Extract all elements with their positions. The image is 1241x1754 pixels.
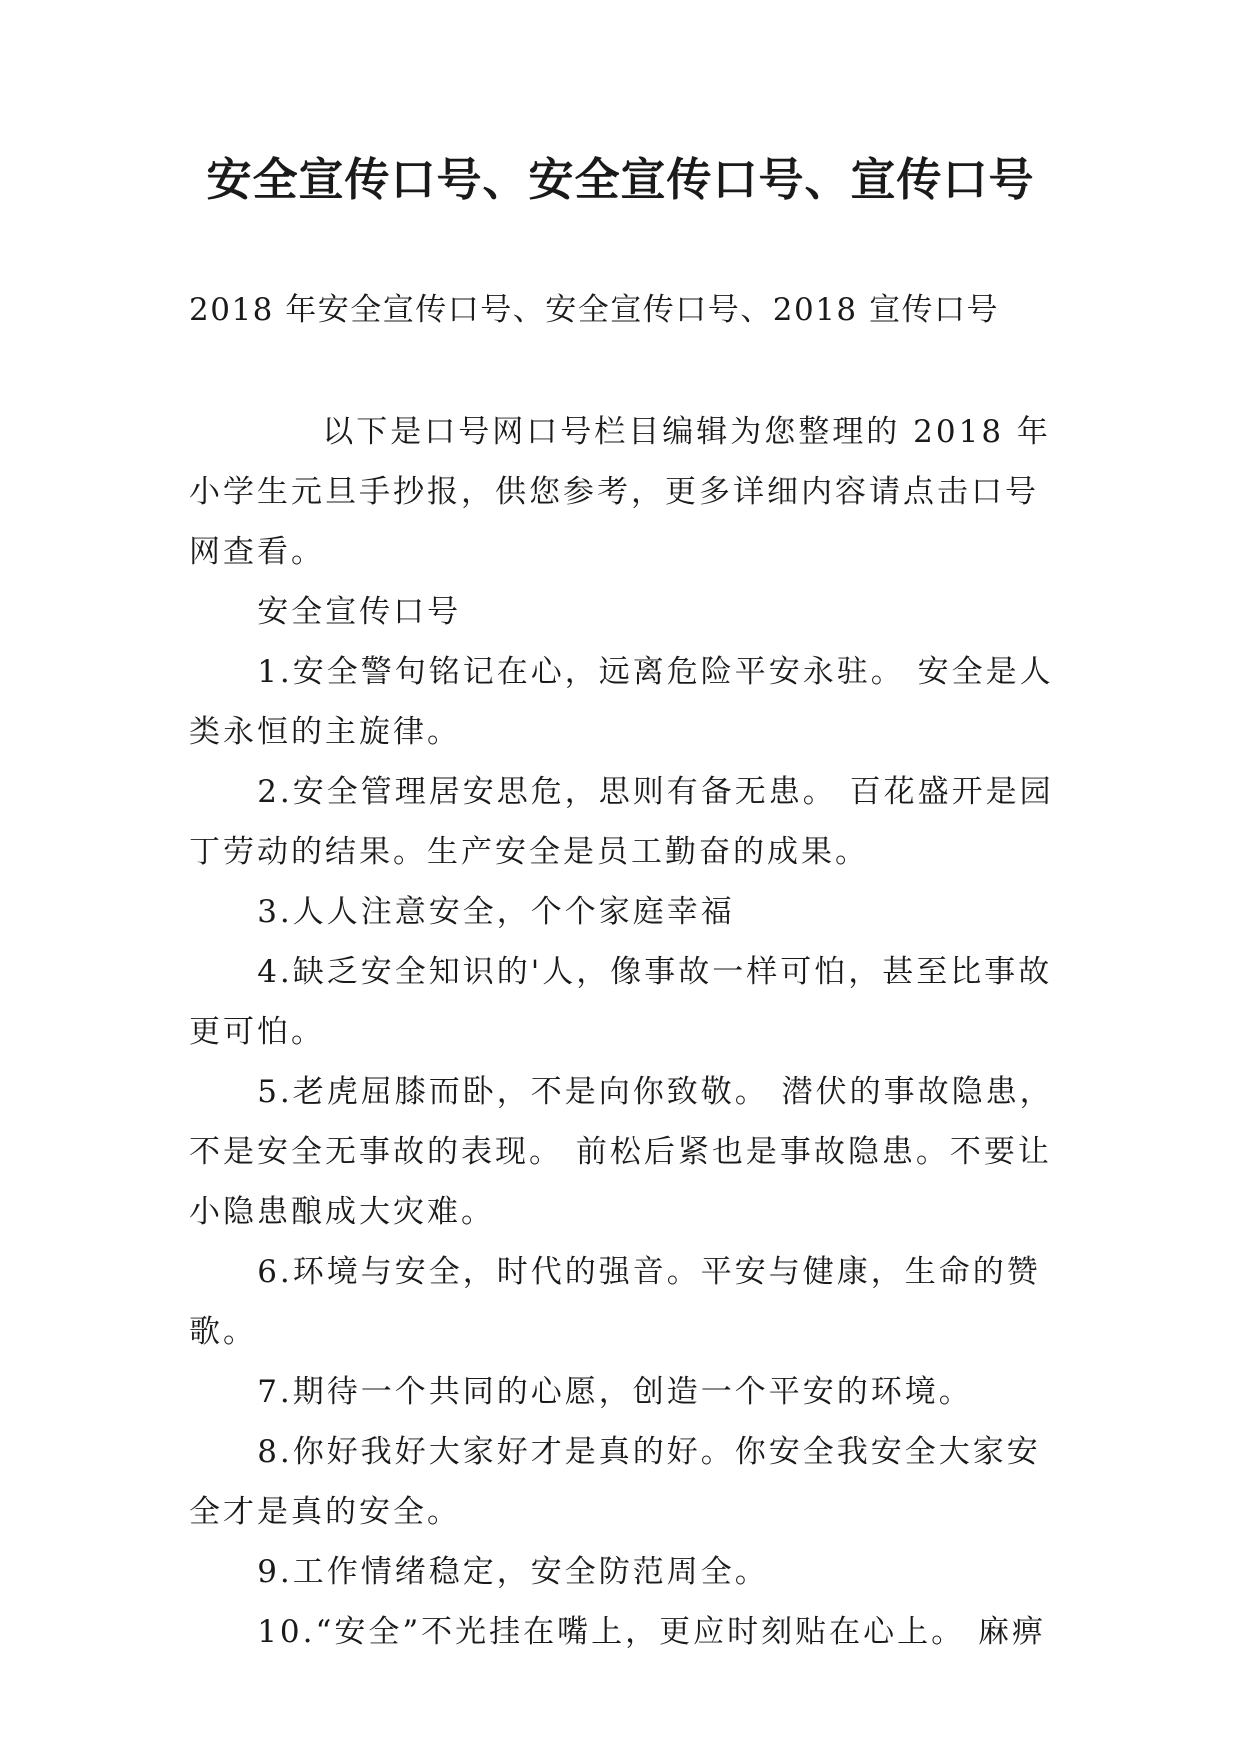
section-heading: 安全宣传口号 (257, 594, 462, 630)
intro-paragraph: 以下是口号网口号栏目编辑为您整理的 2018 年小学生元旦手抄报，供您参考，更多详细内容请点击口号网查看。 (189, 414, 1051, 570)
slogan-item: 1.安全警句铭记在心，远离危险平安永驻。 安全是人类永恒的主旋律。 (189, 654, 1054, 750)
slogan-item: 4.缺乏安全知识的'人，像事故一样可怕，甚至比事故更可怕。 (189, 954, 1053, 1050)
document-subtitle: 2018 年安全宣传口号、安全宣传口号、2018 宣传口号 (189, 292, 999, 328)
slogan-item: 10.“安全”不光挂在嘴上，更应时刻贴在心上。 麻痹 (257, 1614, 1047, 1650)
slogan-item: 5.老虎屈膝而卧，不是向你致敬。 潜伏的事故隐患，不是安全无事故的表现。 前松后紧也是事故隐患。不要让小隐患酿成大灾难。 (189, 1074, 1054, 1230)
slogan-item: 6.环境与安全，时代的强音。平安与健康，生命的赞歌。 (189, 1254, 1041, 1350)
slogan-item: 3.人人注意安全，个个家庭幸福 (257, 894, 735, 930)
slogan-item: 7.期待一个共同的心愿，创造一个平安的环境。 (257, 1374, 973, 1410)
slogan-item: 8.你好我好大家好才是真的好。你安全我安全大家安全才是真的安全。 (189, 1434, 1041, 1530)
slogan-item: 9.工作情绪稳定，安全防范周全。 (257, 1554, 769, 1590)
slogan-item: 2.安全管理居安思危，思则有备无患。 百花盛开是园丁劳动的结果。生产安全是员工勤奋的成果。 (189, 774, 1054, 870)
document-title: 安全宣传口号、安全宣传口号、宣传口号 (206, 153, 1035, 206)
document-body (189, 402, 1056, 1662)
